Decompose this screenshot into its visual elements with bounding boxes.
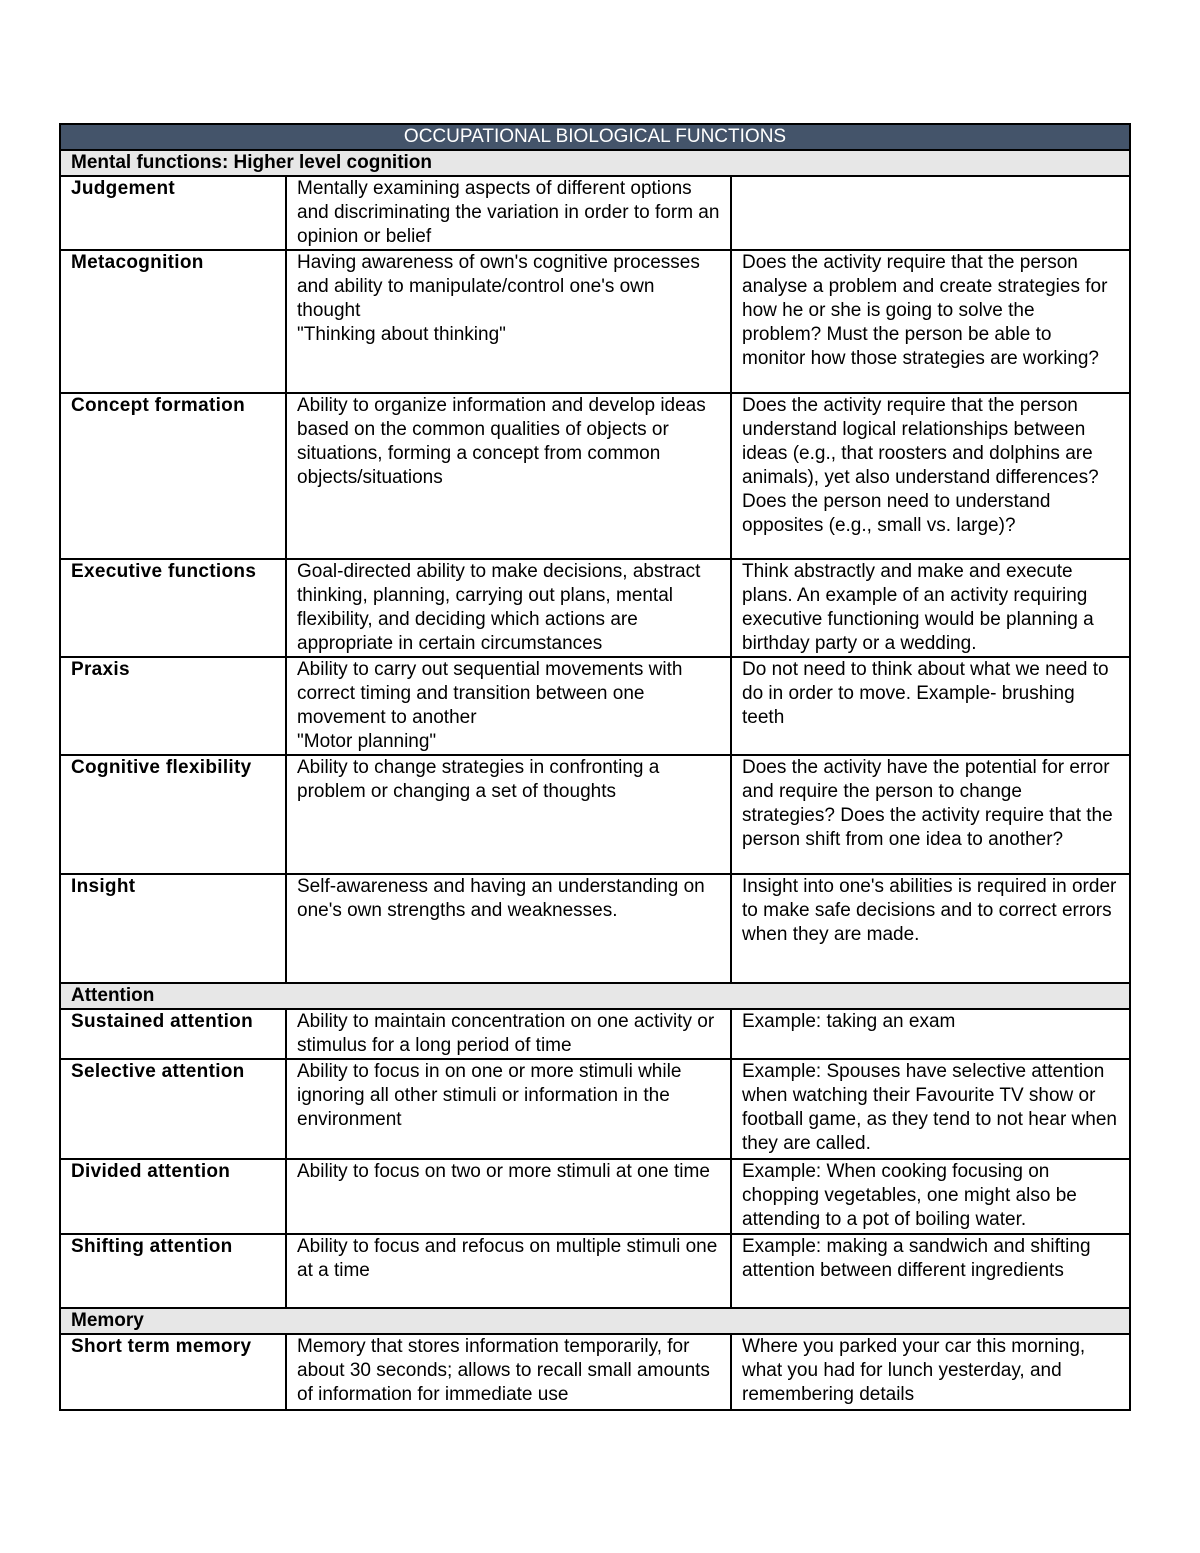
function-term: Short term memory: [60, 1334, 286, 1410]
function-example: Does the activity require that the person analyse a problem and create strategies for how he or she is going to solve the problem? Must the person be able to monitor how those strategies are working?: [731, 250, 1130, 393]
function-example: [731, 176, 1130, 250]
function-term: Judgement: [60, 176, 286, 250]
function-term: Sustained attention: [60, 1009, 286, 1059]
section-heading: Attention: [60, 983, 1130, 1009]
function-example: Do not need to think about what we need to do in order to move. Example- brushing teeth: [731, 657, 1130, 755]
function-description: Self-awareness and having an understanding on one's own strengths and weaknesses.: [286, 874, 731, 983]
functions-table: [59, 123, 1131, 1411]
function-example: Example: taking an exam: [731, 1009, 1130, 1059]
table-row: [60, 1159, 1130, 1234]
section-heading: Mental functions: Higher level cognition: [60, 150, 1130, 176]
function-term: Praxis: [60, 657, 286, 755]
function-example: Example: Spouses have selective attention when watching their Favourite TV show or football game, as they tend to not hear when they are called.: [731, 1059, 1130, 1159]
table-row: [60, 1059, 1130, 1159]
function-term: Metacognition: [60, 250, 286, 393]
table-row: [60, 1334, 1130, 1410]
function-term: Executive functions: [60, 559, 286, 657]
section-header-row: [60, 1308, 1130, 1334]
function-example: Insight into one's abilities is required in order to make safe decisions and to correct errors when they are made.: [731, 874, 1130, 983]
table-row: [60, 755, 1130, 874]
function-example: Where you parked your car this morning, what you had for lunch yesterday, and remembering details: [731, 1334, 1130, 1410]
function-description: Ability to carry out sequential movements with correct timing and transition between one movement to another "Motor planning": [286, 657, 731, 755]
function-term: Cognitive flexibility: [60, 755, 286, 874]
table-row: [60, 393, 1130, 559]
section-header-row: [60, 150, 1130, 176]
function-description: Ability to focus in on one or more stimuli while ignoring all other stimuli or information in the environment: [286, 1059, 731, 1159]
table-row: [60, 1234, 1130, 1308]
table-row: [60, 176, 1130, 250]
function-term: Concept formation: [60, 393, 286, 559]
function-description: Goal-directed ability to make decisions, abstract thinking, planning, carrying out plans, mental flexibility, and deciding which actions are appropriate in certain circumstances: [286, 559, 731, 657]
function-description: Mentally examining aspects of different options and discriminating the variation in order to form an opinion or belief: [286, 176, 731, 250]
function-description: Memory that stores information temporarily, for about 30 seconds; allows to recall small amounts of information for immediate use: [286, 1334, 731, 1410]
function-term: Selective attention: [60, 1059, 286, 1159]
table-row: [60, 1009, 1130, 1059]
function-example: Think abstractly and make and execute plans. An example of an activity requiring executive functioning would be planning a birthday party or a wedding.: [731, 559, 1130, 657]
title-row: [60, 124, 1130, 150]
function-description: Ability to organize information and develop ideas based on the common qualities of objects or situations, forming a concept from common objects/situations: [286, 393, 731, 559]
table-row: [60, 250, 1130, 393]
function-description: Ability to focus on two or more stimuli at one time: [286, 1159, 731, 1234]
function-term: Shifting attention: [60, 1234, 286, 1308]
function-description: Ability to focus and refocus on multiple stimuli one at a time: [286, 1234, 731, 1308]
table-title: OCCUPATIONAL BIOLOGICAL FUNCTIONS: [60, 124, 1130, 150]
table-row: [60, 874, 1130, 983]
function-example: Example: When cooking focusing on chopping vegetables, one might also be attending to a pot of boiling water.: [731, 1159, 1130, 1234]
function-example: Example: making a sandwich and shifting attention between different ingredients: [731, 1234, 1130, 1308]
function-example: Does the activity have the potential for error and require the person to change strategies? Does the activity require that the person shift from one idea to another?: [731, 755, 1130, 874]
table-row: [60, 657, 1130, 755]
section-heading: Memory: [60, 1308, 1130, 1334]
function-example: Does the activity require that the person understand logical relationships between ideas (e.g., that roosters and dolphins are animals), yet also understand differences? Does the person need to understand opposites (e.g., small vs. large)?: [731, 393, 1130, 559]
function-term: Insight: [60, 874, 286, 983]
function-description: Ability to change strategies in confronting a problem or changing a set of thoughts: [286, 755, 731, 874]
table-row: [60, 559, 1130, 657]
function-description: Having awareness of own's cognitive processes and ability to manipulate/control one's own thought "Thinking about thinking": [286, 250, 731, 393]
function-term: Divided attention: [60, 1159, 286, 1234]
function-description: Ability to maintain concentration on one activity or stimulus for a long period of time: [286, 1009, 731, 1059]
section-header-row: [60, 983, 1130, 1009]
